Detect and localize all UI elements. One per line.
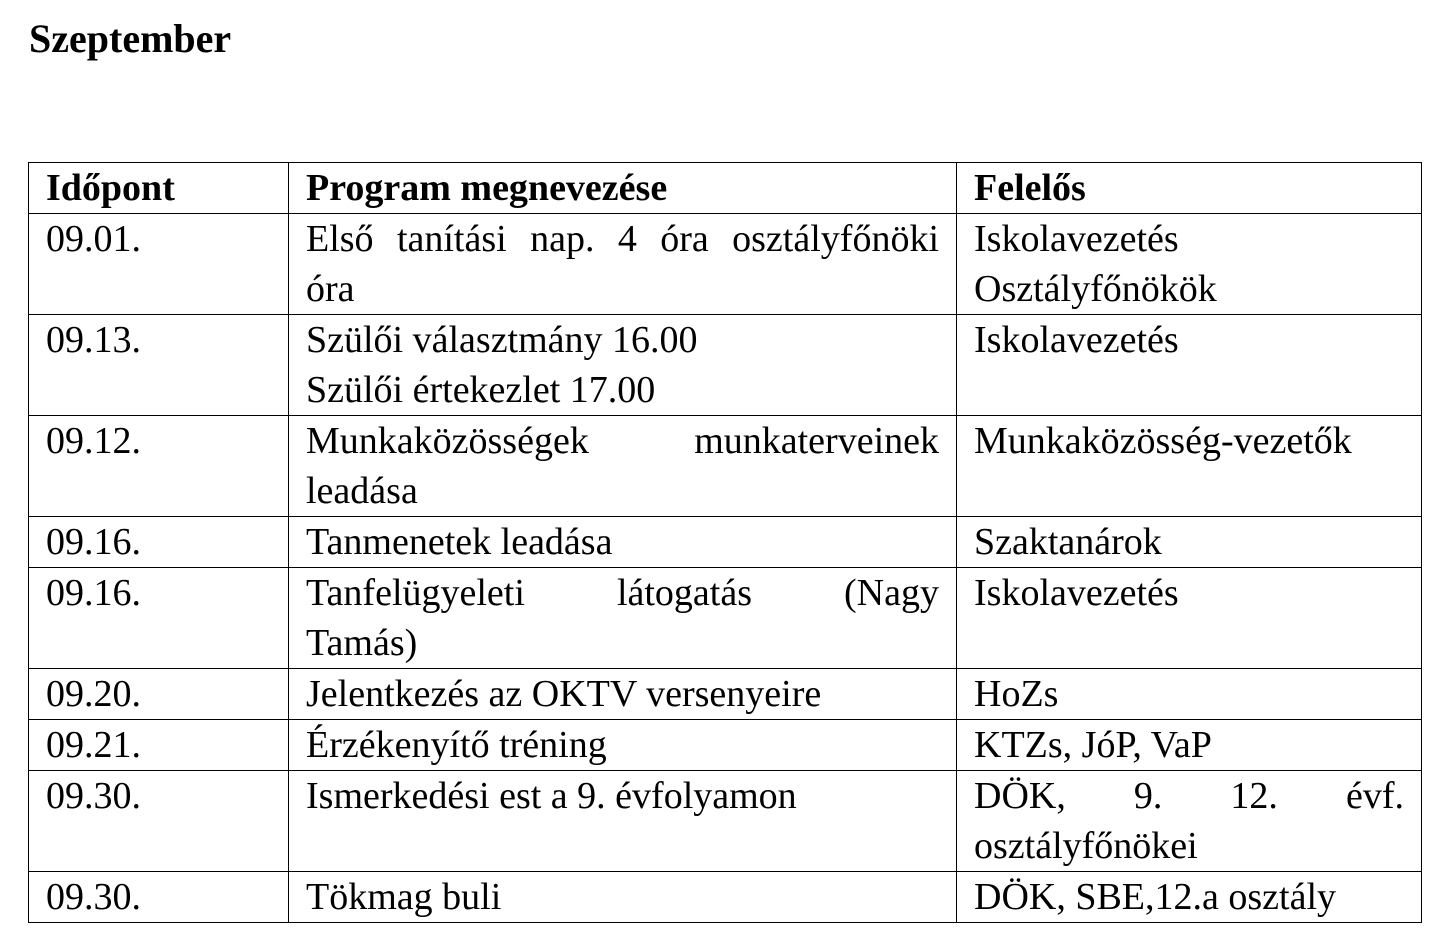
cell-date: 09.16. [29, 517, 289, 568]
cell-responsible-line: DÖK, SBE,12.a osztály [974, 876, 1337, 918]
cell-responsible-line: HoZs [974, 673, 1059, 715]
table-row [29, 669, 1422, 720]
cell-date: 09.30. [29, 771, 289, 872]
cell-date: 09.21. [29, 720, 289, 771]
cell-program [289, 720, 957, 771]
cell-responsible-line: Munkaközösség-vezetők [974, 420, 1352, 462]
header-program: Program megnevezése [289, 163, 957, 214]
cell-program-line: Ismerkedési est a 9. évfolyamon [306, 775, 797, 817]
cell-date: 09.30. [29, 872, 289, 923]
cell-date: 09.12. [29, 416, 289, 517]
table-row [29, 416, 1422, 517]
cell-program-line: óra [306, 268, 355, 310]
cell-program-line: leadása [306, 470, 418, 512]
cell-program [289, 771, 957, 872]
cell-responsible-line: Iskolavezetés [974, 218, 1179, 260]
cell-program-line: Szülői választmány 16.00 [306, 319, 698, 361]
cell-responsible [957, 771, 1422, 872]
table-row [29, 771, 1422, 872]
cell-date: 09.20. [29, 669, 289, 720]
header-date: Időpont [29, 163, 289, 214]
table-row [29, 315, 1422, 416]
cell-responsible-line: osztályfőnökei [974, 825, 1198, 867]
cell-date: 09.16. [29, 568, 289, 669]
cell-date: 09.01. [29, 214, 289, 315]
table-row [29, 720, 1422, 771]
cell-program-line: Érzékenyítő tréning [306, 724, 607, 766]
table-row [29, 214, 1422, 315]
cell-responsible-line: Osztályfőnökök [974, 268, 1217, 310]
cell-program-line: Tanmenetek leadása [306, 521, 613, 563]
cell-program-line: Első tanítási nap. 4 óra osztályfőnöki [306, 218, 939, 260]
cell-responsible [957, 568, 1422, 669]
cell-program-line: Munkaközösségek munkaterveinek [306, 420, 939, 462]
cell-responsible [957, 669, 1422, 720]
cell-program-line: Tökmag buli [306, 876, 502, 918]
cell-program [289, 872, 957, 923]
cell-program [289, 517, 957, 568]
cell-responsible [957, 315, 1422, 416]
cell-responsible [957, 872, 1422, 923]
cell-responsible [957, 517, 1422, 568]
cell-program [289, 416, 957, 517]
page-title: Szeptember [29, 16, 232, 61]
cell-responsible [957, 214, 1422, 315]
table-body [29, 214, 1422, 923]
cell-program-line: Tanfelügyeleti látogatás (Nagy [306, 572, 939, 614]
cell-responsible-line: DÖK, 9. 12. évf. [974, 775, 1404, 817]
table-header-row [29, 163, 1422, 214]
table-row [29, 872, 1422, 923]
cell-program [289, 315, 957, 416]
cell-program-line: Jelentkezés az OKTV versenyeire [306, 673, 822, 715]
cell-responsible-line: KTZs, JóP, VaP [974, 724, 1212, 766]
cell-program-line: Szülői értekezlet 17.00 [306, 369, 656, 411]
cell-program [289, 669, 957, 720]
cell-responsible [957, 416, 1422, 517]
cell-date: 09.13. [29, 315, 289, 416]
cell-responsible-line: Szaktanárok [974, 521, 1162, 563]
table-row [29, 517, 1422, 568]
cell-program-line: Tamás) [306, 622, 418, 664]
cell-program [289, 568, 957, 669]
cell-responsible-line: Iskolavezetés [974, 319, 1179, 361]
schedule-table [28, 162, 1422, 923]
table-row [29, 568, 1422, 669]
cell-responsible-line: Iskolavezetés [974, 572, 1179, 614]
cell-program [289, 214, 957, 315]
header-responsible: Felelős [957, 163, 1422, 214]
cell-responsible [957, 720, 1422, 771]
